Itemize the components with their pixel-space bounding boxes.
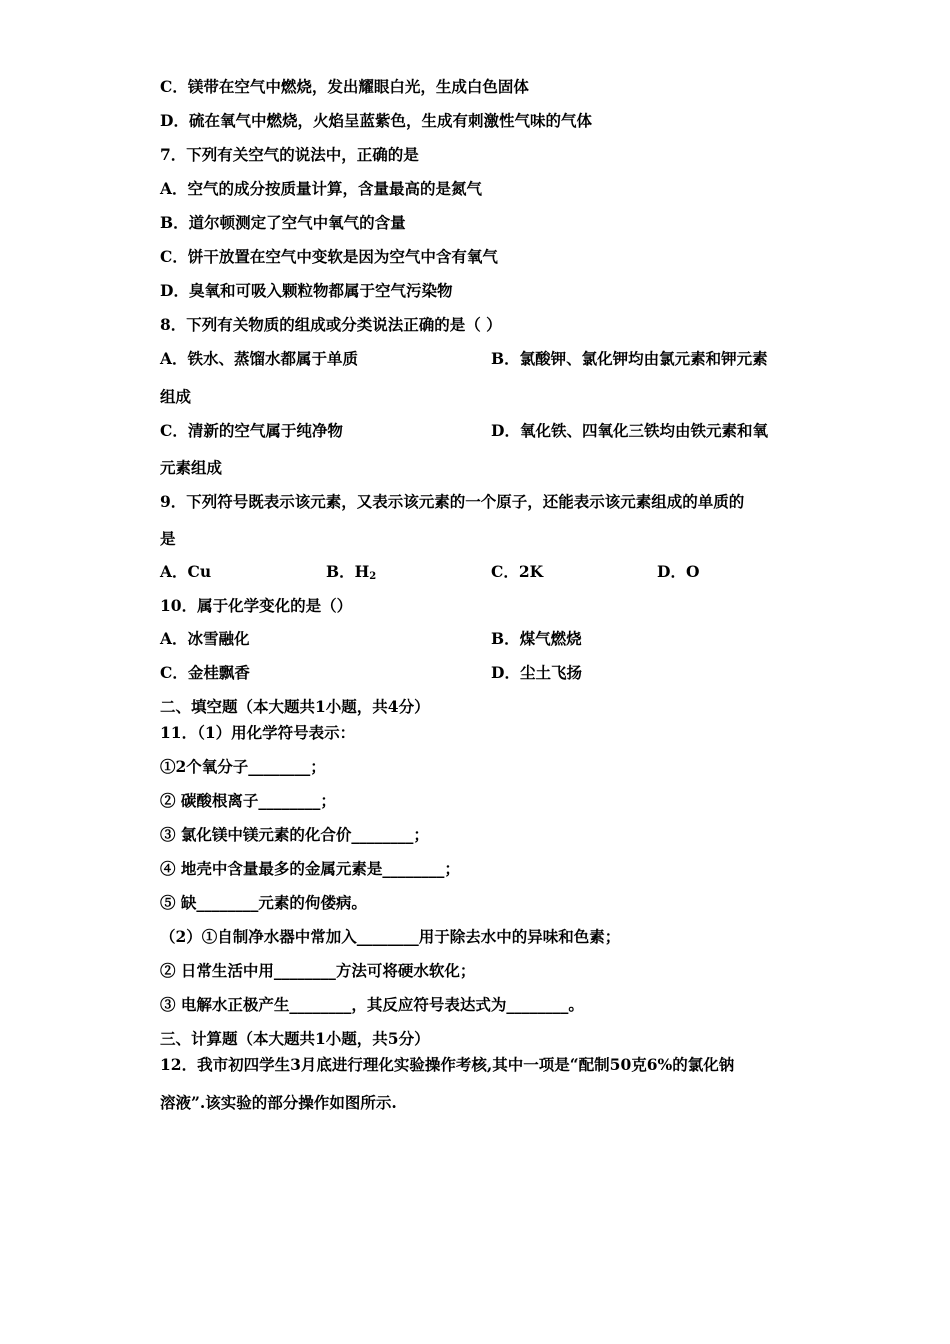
q8-option-a: A．铁水、蒸馏水都属于单质 (160, 349, 359, 368)
question-10: 10．属于化学变化的是（） (160, 596, 353, 615)
q9-option-b-text: B．H (326, 562, 370, 581)
q8-option-d: D．氧化铁、四氧化三铁均由铁元素和氧 (491, 421, 768, 440)
q11-item-3: ③ 氯化镁中镁元素的化合价________； (160, 825, 429, 844)
question-9: 9．下列符号既表示该元素，又表示该元素的一个原子，还能表示该元素组成的单质的 (160, 492, 745, 511)
q7-option-a: A．空气的成分按质量计算，含量最高的是氮气 (160, 179, 483, 198)
q9-option-b (326, 562, 376, 587)
q9-option-c: C．2K (491, 562, 544, 581)
q11-part-2-item-3: ③ 电解水正极产生________，其反应符号表达式为________。 (160, 995, 584, 1014)
q10-option-d: D．尘土飞扬 (491, 663, 582, 682)
question-11: 11．（1）用化学符号表示： (160, 723, 356, 742)
question-9-cont: 是 (160, 529, 176, 548)
q11-item-4: ④ 地壳中含量最多的金属元素是________； (160, 859, 460, 878)
q8-option-d-cont: 元素组成 (160, 458, 223, 477)
q8-option-b: B．氯酸钾、氯化钾均由氯元素和钾元素 (491, 349, 768, 368)
q7-option-b: B．道尔顿测定了空气中氧气的含量 (160, 213, 406, 232)
q8-option-c: C．清新的空气属于纯净物 (160, 421, 343, 440)
question-12-cont: 溶液”.该实验的部分操作如图所示. (160, 1093, 397, 1112)
q7-option-d: D．臭氧和可吸入颗粒物都属于空气污染物 (160, 281, 453, 300)
q11-item-2: ② 碳酸根离子________； (160, 791, 336, 810)
q9-option-b-subscript: 2 (369, 571, 377, 582)
question-12: 12．我市初四学生3月底进行理化实验操作考核,其中一项是“配制50克6%的氯化钠 (160, 1055, 735, 1074)
q6-option-c: C．镁带在空气中燃烧，发出耀眼白光，生成白色固体 (160, 77, 529, 96)
question-7: 7．下列有关空气的说法中，正确的是 (160, 145, 419, 164)
q10-option-c: C．金桂飘香 (160, 663, 250, 682)
q11-item-1: ①2个氧分子________； (160, 757, 326, 776)
section-3-heading: 三、计算题（本大题共1小题，共5分） (160, 1029, 430, 1048)
q9-option-d: D．O (657, 562, 700, 581)
q10-option-a: A．冰雪融化 (160, 629, 250, 648)
q6-option-d: D．硫在氧气中燃烧，火焰呈蓝紫色，生成有刺激性气味的气体 (160, 111, 592, 130)
q7-option-c: C．饼干放置在空气中变软是因为空气中含有氧气 (160, 247, 498, 266)
q11-item-5: ⑤ 缺________元素的佝偻病。 (160, 893, 367, 912)
q11-part-2-item-2: ② 日常生活中用________方法可将硬水软化； (160, 961, 476, 980)
question-8: 8．下列有关物质的组成或分类说法正确的是（ ） (160, 315, 502, 334)
q10-option-b: B．煤气燃烧 (491, 629, 582, 648)
q9-option-a: A．Cu (160, 562, 212, 581)
q11-part-2-item-1: （2）①自制净水器中常加入________用于除去水中的异味和色素； (160, 927, 621, 946)
q8-option-b-cont: 组成 (160, 387, 192, 406)
section-2-heading: 二、填空题（本大题共1小题，共4分） (160, 697, 430, 716)
